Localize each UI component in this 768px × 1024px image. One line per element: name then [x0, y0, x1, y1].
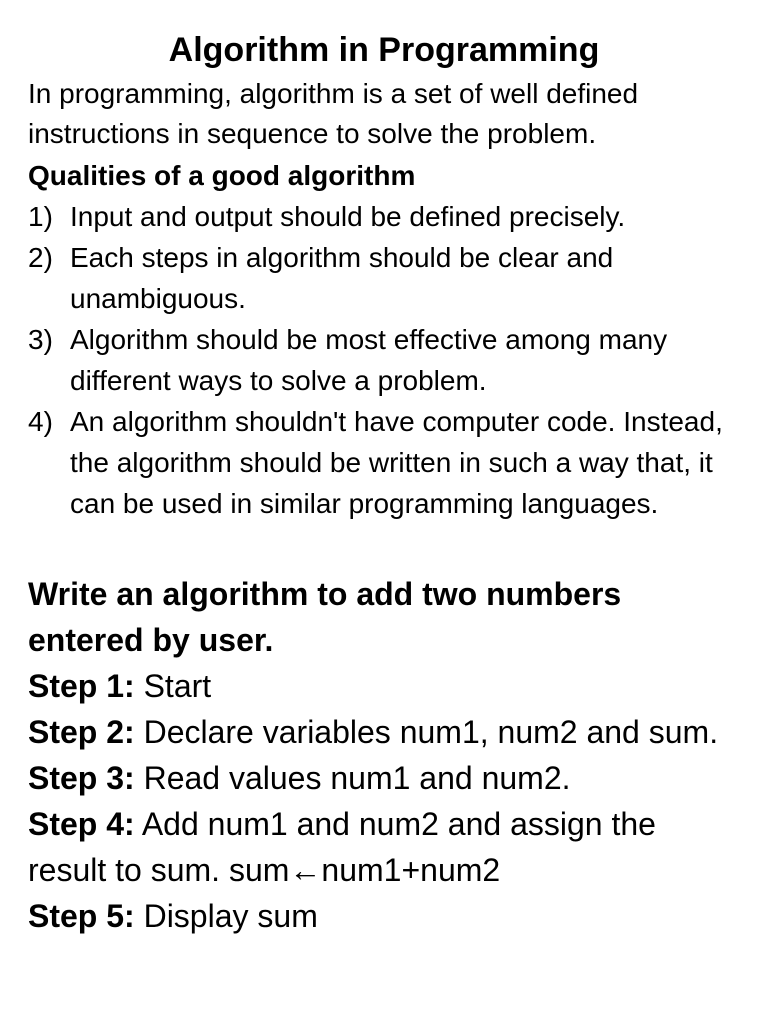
step-4 — [28, 801, 740, 893]
example-section — [28, 571, 740, 939]
step-3 — [28, 755, 740, 801]
step-2 — [28, 709, 740, 755]
list-item-number: 4) — [28, 406, 53, 437]
step-label: Step 1: — [28, 668, 135, 704]
step-text: Read values num1 and num2. — [134, 760, 571, 796]
list-item — [28, 196, 740, 237]
intro-paragraph: In programming, algorithm is a set of well defined instructions in sequence to solve the problem. — [28, 78, 639, 149]
step-label: Step 5: — [28, 898, 135, 934]
step-text: Start — [134, 668, 212, 704]
step-1 — [28, 663, 740, 709]
step-5 — [28, 893, 740, 939]
step-label: Step 4: — [28, 806, 135, 842]
list-item-text: Algorithm should be most effective among many different ways to solve a problem. — [70, 324, 668, 396]
step-text: Add num1 and num2 and assign the result to sum. sum←num1+num2 — [28, 806, 656, 888]
step-label: Step 2: — [28, 714, 135, 750]
qualities-list — [28, 196, 740, 524]
page-title: Algorithm in Programming — [168, 31, 600, 69]
qualities-heading: Qualities of a good algorithm — [28, 160, 416, 191]
step-label: Step 3: — [28, 760, 135, 796]
example-heading: Write an algorithm to add two numbers entered by user. — [28, 576, 622, 658]
list-item — [28, 401, 740, 524]
list-item-text: Input and output should be defined precisely. — [70, 201, 626, 232]
list-item-number: 2) — [28, 242, 53, 273]
list-item-number: 3) — [28, 324, 53, 355]
list-item — [28, 319, 740, 401]
step-text: Declare variables num1, num2 and sum. — [134, 714, 719, 750]
list-item-number: 1) — [28, 201, 53, 232]
list-item-text: An algorithm shouldn't have computer code. Instead, the algorithm should be written in such a way that, it can be used in similar programming languages. — [70, 406, 723, 519]
step-text: Display sum — [134, 898, 318, 934]
list-item-text: Each steps in algorithm should be clear and unambiguous. — [70, 242, 614, 314]
list-item — [28, 237, 740, 319]
